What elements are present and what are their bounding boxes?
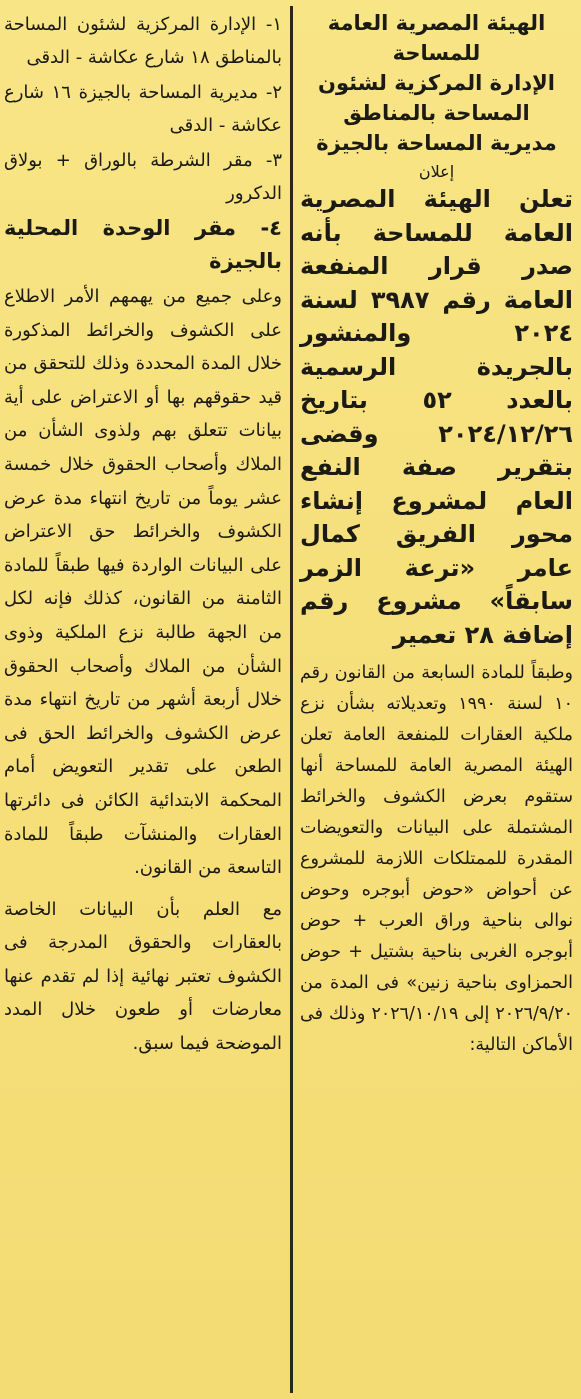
central-administration: الإدارة المركزية لشئون المساحة بالمناطق — [318, 71, 555, 125]
column-divider — [290, 6, 293, 1393]
location-item-1: ١- الإدارة المركزية لشئون المساحة بالمناطق ١٨ شارع عكاشة - الدقى — [4, 14, 282, 68]
directorate-name: مديرية المساحة بالجيزة — [316, 131, 557, 155]
announcement-body-left: وعلى جميع من يهمهم الأمر الاطلاع على الكشوف والخرائط المذكورة خلال المدة المحددة وذلك للتحقق من قيد حقوقهم بها أو الاعتراض على أية بيانات تتعلق بهم ولذوى الشأن من الملاك وأصحاب الحقوق خلال خمسة عشر يوماً من تاريخ انتهاء مدة عرض الكشوف والخرائط حق الاعتراض على البيانات الواردة فيها طبقاً للمادة الثامنة من القانون، كذلك فإنه لكل من الجهة طالبة نزع الملكية وذوى الشأن من الملاك وأصحاب الحقوق خلال أربعة أشهر من تاريخ انتهاء مدة عرض الكشوف والخرائط الحق فى الطعن على تقدير التعويض أمام المحكمة الابتدائية الكائن فى دائرتها العقارات والمنشآت طبقاً للمادة التاسعة من القانون. — [4, 286, 282, 879]
left-column — [0, 0, 290, 1399]
location-item-2: ٢- مديرية المساحة بالجيزة ١٦ شارع عكاشة - الدقى — [4, 82, 282, 136]
right-column — [296, 0, 581, 1399]
location-item-3: ٣- مقر الشرطة بالوراق + بولاق الدكرور — [4, 150, 282, 204]
announcement-body-right: وطبقاً للمادة السابعة من القانون رقم ١٠ لسنة ١٩٩٠ وتعديلاته بشأن نزع ملكية العقارات للمنفعة العامة تعلن الهيئة المصرية العامة للمساحة أنها ستقوم بعرض الكشوف والخرائط المشتملة على البيانات والتعويضات المقدرة للممتلكات اللازمة للمشروع عن أحواض «حوض أبوجره وحوض نوالى بناحية وراق العرب + حوض أبوجره الغربى بناحية بشتيل + حوض الحمزاوى بناحية زنين» فى المدة من ٢٠٢٦/٩/٢٠ إلى ٢٠٢٦/١٠/١٩ وذلك فى الأماكن التالية: — [300, 663, 574, 1055]
closing-note: مع العلم بأن البيانات الخاصة بالعقارات والحقوق المدرجة فى الكشوف تعتبر نهائية إذا لم تقدم عنها معارضات أو طعون خلال المدد الموضحة فيما سبق. — [4, 898, 282, 1055]
authority-name: الهيئة المصرية العامة للمساحة — [327, 11, 546, 65]
announcement-headline: تعلن الهيئة المصرية العامة للمساحة بأنه صدر قرار المنفعة العامة رقم ٣٩٨٧ لسنة ٢٠٢٤ والمنشور بالجريدة الرسمية بالعدد ٥٢ بتاريخ ٢٠٢٤/١٢/٢٦ وقضى بتقرير صفة النفع العام لمشروع إنشاء محور الفريق كمال عامر «ترعة الزمر سابقاً» مشروع رقم إضافة ٢٨ تعمير — [300, 185, 574, 649]
announcement-label: إعلان — [418, 162, 455, 181]
location-item-4: ٤- مقر الوحدة المحلية بالجيزة — [4, 216, 282, 273]
